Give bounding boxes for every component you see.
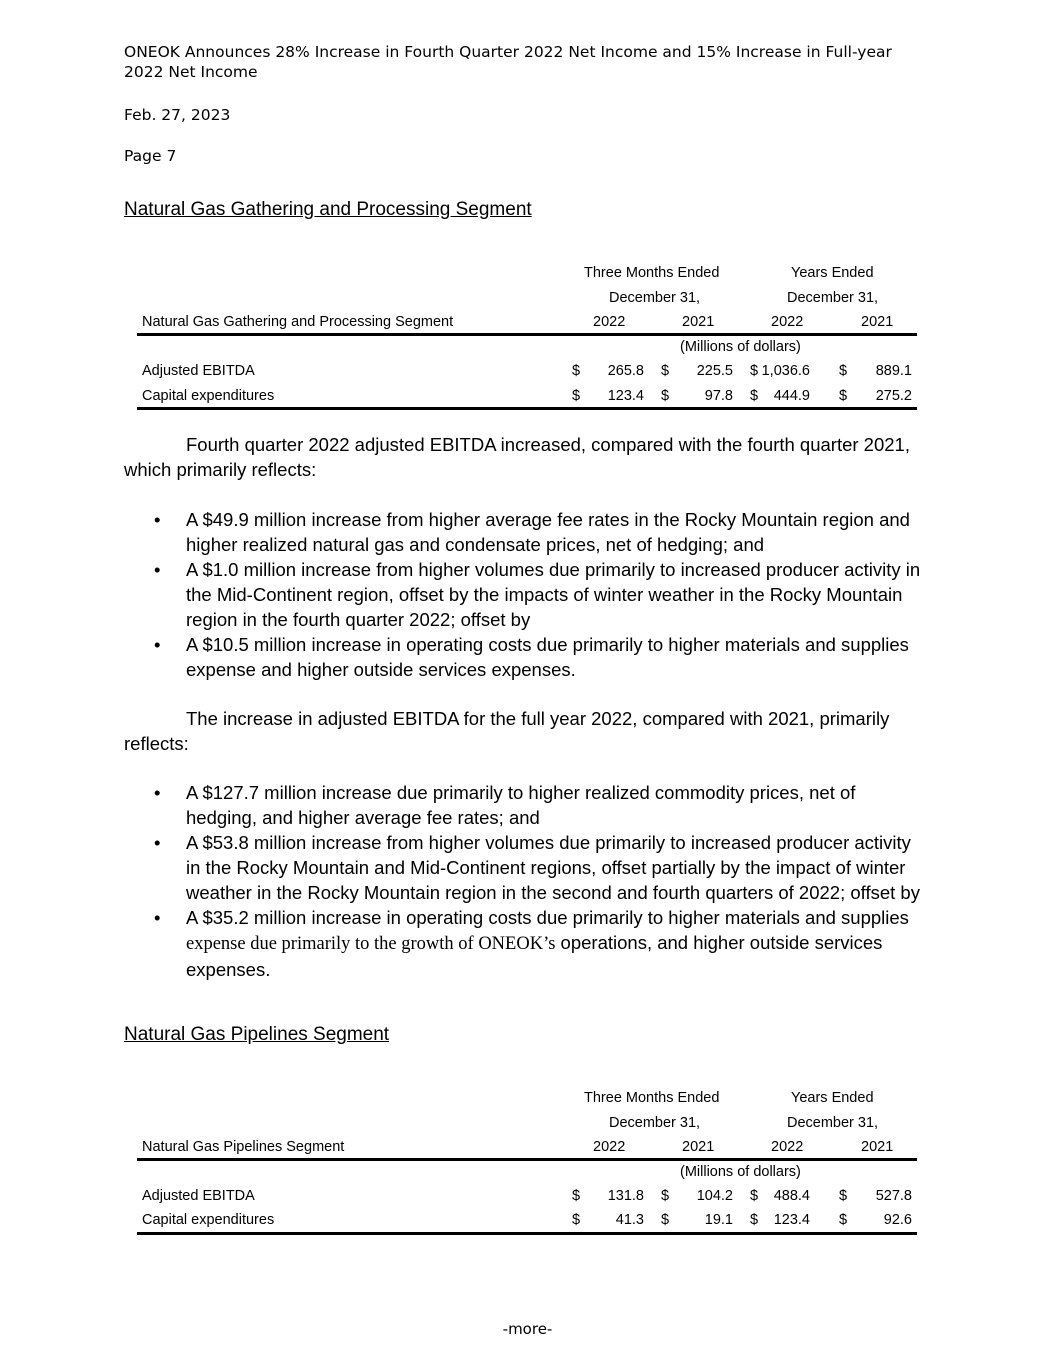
currency-sign: $ [572, 1212, 581, 1228]
paragraph-full-year [124, 706, 929, 756]
row-label: Capital expenditures [142, 388, 275, 404]
cell-value: 275.2 [875, 388, 912, 404]
currency-sign: $ [572, 363, 581, 379]
col-year: 2021 [682, 1139, 715, 1155]
row-label: Adjusted EBITDA [142, 1188, 255, 1204]
cell-value: 889.1 [875, 363, 912, 379]
units-label: (Millions of dollars) [680, 339, 801, 355]
cell-value: 41.3 [615, 1212, 644, 1228]
col-group-years: Years Ended [791, 265, 874, 281]
bullet-icon: • [154, 634, 161, 655]
paragraph-text: Fourth quarter 2022 adjusted EBITDA increased, compared with the fourth quarter 2021, which primarily reflects: [124, 434, 910, 480]
cell-value: 131.8 [607, 1188, 644, 1204]
col-year: 2022 [593, 1139, 626, 1155]
page-footer: -more- [502, 1320, 553, 1338]
col-group-three-months: Three Months Ended [584, 265, 720, 281]
col-sub-years: December 31, [787, 290, 879, 306]
table-rule [137, 407, 917, 410]
table-row [137, 1208, 917, 1232]
list-item-text: A $35.2 million increase in operating costs due primarily to higher materials and supplies [186, 907, 909, 928]
table-row [137, 384, 917, 408]
table-row [137, 1184, 917, 1208]
currency-sign: $ [750, 388, 759, 404]
col-year: 2021 [682, 314, 715, 330]
cell-value: 123.4 [607, 388, 644, 404]
list-item-text: A $127.7 million increase due primarily to higher realized commodity prices, net of hedging, and higher average fee rates; and [186, 782, 856, 828]
list-item-text-serif: expense due primarily to the growth of ONEOK’s [186, 934, 556, 954]
currency-sign: $ [661, 388, 670, 404]
row-label: Capital expenditures [142, 1212, 275, 1228]
cell-value: 225.5 [696, 363, 733, 379]
col-sub-three-months: December 31, [609, 1115, 701, 1131]
list-item [124, 507, 929, 557]
list-item-text: A $49.9 million increase from higher average fee rates in the Rocky Mountain region and higher realized natural gas and condensate prices, net of hedging; and [186, 509, 910, 555]
row-header: Natural Gas Gathering and Processing Segment [142, 314, 454, 330]
paragraph-text: The increase in adjusted EBITDA for the full year 2022, compared with 2021, primarily reflects: [124, 708, 890, 754]
currency-sign: $ [572, 388, 581, 404]
page-number: Page 7 [124, 147, 177, 165]
col-year: 2022 [593, 314, 626, 330]
bullet-icon: • [154, 782, 161, 803]
col-year: 2022 [771, 1139, 804, 1155]
list-item-text: operations, and higher outside services expenses. [186, 932, 883, 980]
currency-sign: $ [572, 1188, 581, 1204]
row-header: Natural Gas Pipelines Segment [142, 1139, 345, 1155]
cell-value: 104.2 [696, 1188, 733, 1204]
currency-sign: $ [661, 363, 670, 379]
bullet-icon: • [154, 832, 161, 853]
cell-value: 19.1 [704, 1212, 733, 1228]
list-item-text: A $53.8 million increase from higher volumes due primarily to increased producer activity in the Rocky Mountain and Mid-Continent regions, offset partially by the impact of winter weather in the Rocky Mountain region in the second and fourth quarters of 2022; offset by [186, 832, 920, 903]
cell-value: 444.9 [773, 388, 810, 404]
list-item [124, 632, 929, 682]
bullet-list-quarter [124, 507, 929, 682]
table-rule [137, 1232, 917, 1235]
col-year: 2021 [861, 1139, 894, 1155]
col-group-years: Years Ended [791, 1090, 874, 1106]
col-year: 2021 [861, 314, 894, 330]
row-label: Adjusted EBITDA [142, 363, 255, 379]
bullet-icon: • [154, 559, 161, 580]
units-label: (Millions of dollars) [680, 1164, 801, 1180]
cell-value: 488.4 [773, 1188, 810, 1204]
list-item-text: A $1.0 million increase from higher volumes due primarily to increased producer activity in the Mid-Continent region, offset by the impacts of winter weather in the Rocky Mountain region in the fourth quarter 2022; offset by [186, 559, 921, 630]
list-item-text: A $10.5 million increase in operating costs due primarily to higher materials and supplies expense and higher outside services expenses. [186, 634, 909, 680]
list-item [124, 557, 929, 632]
cell-value: 123.4 [773, 1212, 810, 1228]
list-item [124, 780, 929, 830]
table-row [137, 359, 917, 383]
cell-value: 1,036.6 [761, 363, 810, 379]
document-title: ONEOK Announces 28% Increase in Fourth Quarter 2022 Net Income and 15% Increase in Full-year 2022 Net Income [124, 43, 892, 81]
col-sub-years: December 31, [787, 1115, 879, 1131]
currency-sign: $ [750, 1188, 759, 1204]
col-group-three-months: Three Months Ended [584, 1090, 720, 1106]
col-sub-three-months: December 31, [609, 290, 701, 306]
currency-sign: $ [839, 1188, 848, 1204]
document-date: Feb. 27, 2023 [124, 106, 231, 124]
list-item [124, 905, 929, 982]
paragraph-fourth-quarter [124, 432, 929, 482]
section-title-pipelines: Natural Gas Pipelines Segment [124, 1024, 390, 1045]
bullet-icon: • [154, 907, 161, 928]
cell-value: 527.8 [875, 1188, 912, 1204]
cell-value: 92.6 [883, 1212, 912, 1228]
currency-sign: $ [839, 388, 848, 404]
col-year: 2022 [771, 314, 804, 330]
bullet-icon: • [154, 509, 161, 530]
currency-sign: $ [750, 1212, 759, 1228]
currency-sign: $ [661, 1188, 670, 1204]
cell-value: 97.8 [704, 388, 733, 404]
list-item [124, 830, 929, 905]
section-title-gathering: Natural Gas Gathering and Processing Segment [124, 199, 532, 220]
currency-sign: $ [661, 1212, 670, 1228]
currency-sign: $ [839, 363, 848, 379]
bullet-list-year [124, 780, 929, 982]
currency-sign: $ [839, 1212, 848, 1228]
currency-sign: $ [750, 363, 759, 379]
cell-value: 265.8 [607, 363, 644, 379]
